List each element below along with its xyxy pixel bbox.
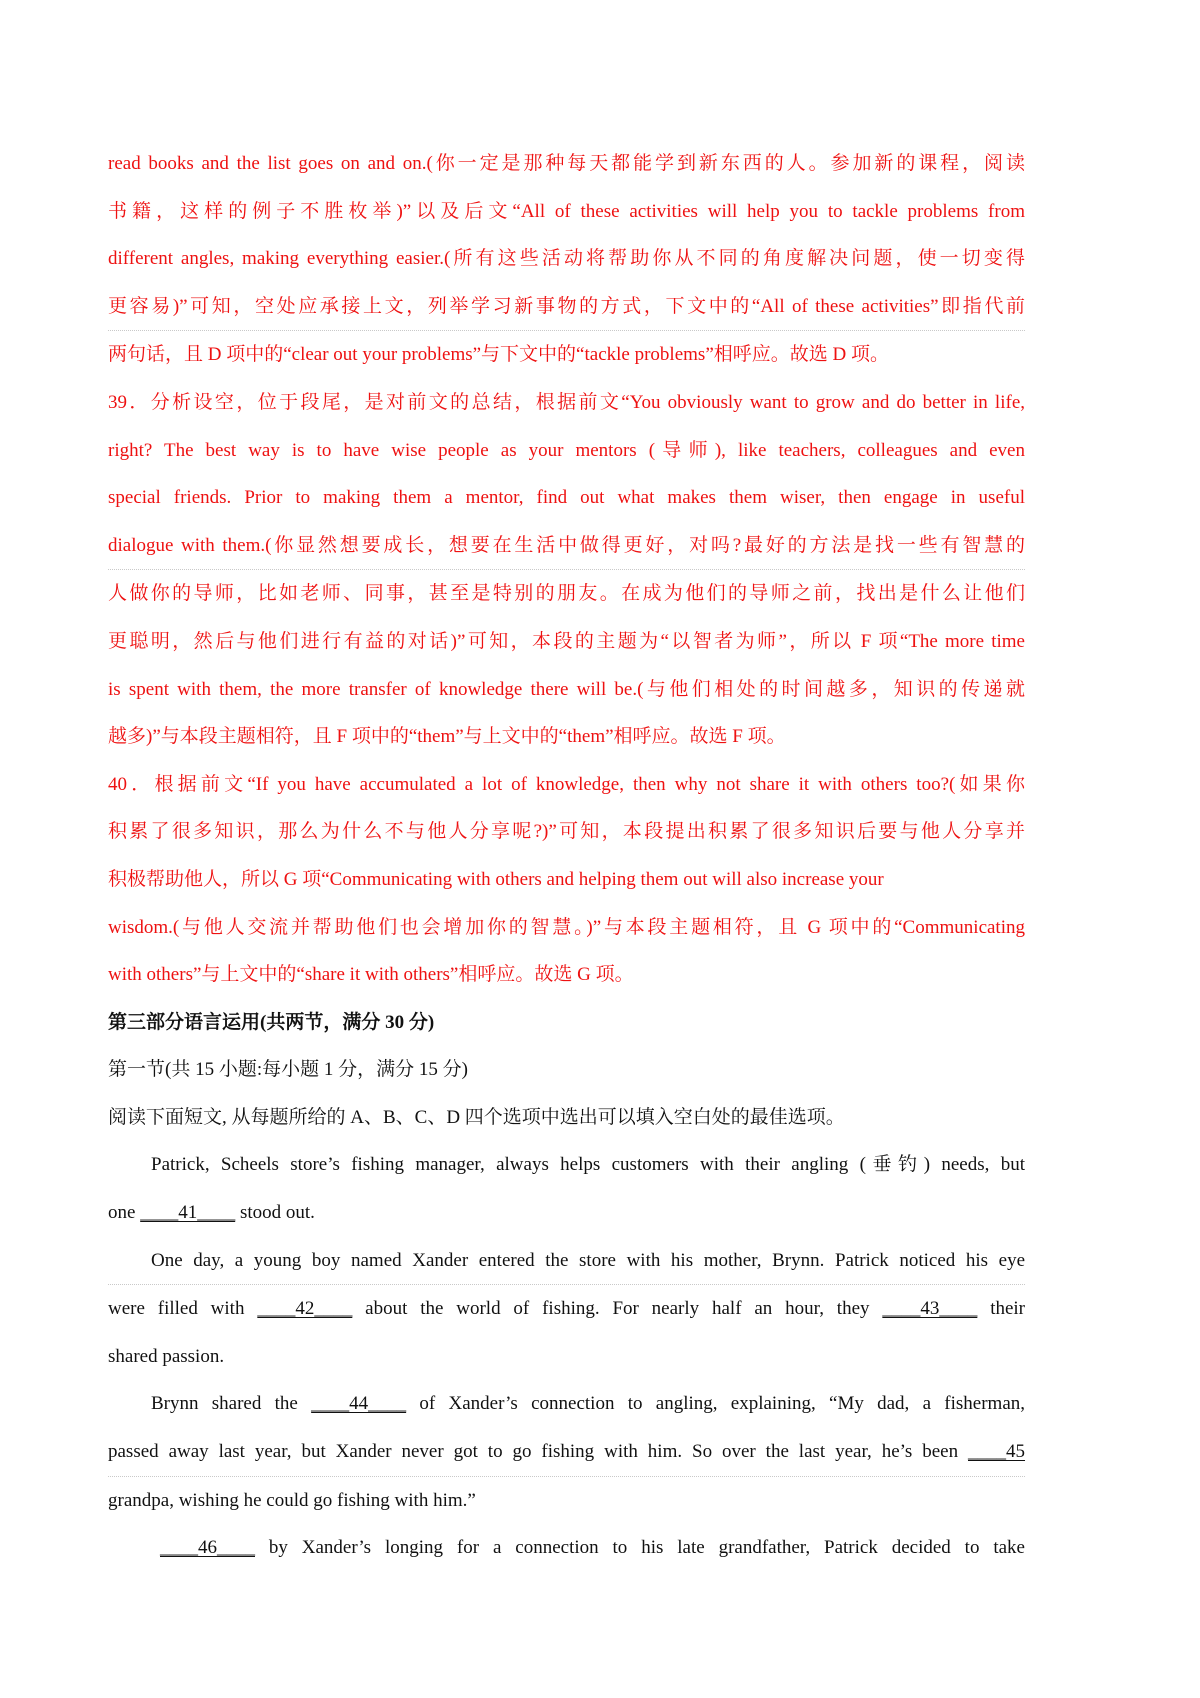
passage-text: one — [108, 1202, 136, 1224]
passage-p4-line-1 — [108, 1524, 1025, 1572]
passage-p3-line-3: grandpa, wishing he could go fishing with him.” — [108, 1489, 476, 1511]
answer-40-line-3: 积极帮助他人，所以 G 项“Communicating with others and helping them out will also increase your — [108, 868, 884, 890]
section-title: 第三部分语言运用(共两节，满分 30 分) — [108, 1011, 435, 1033]
answer-38-line-4: 更容易)”可知，空处应承接上文，列举学习新事物的方式，下文中的“All of these activities”即指代前 — [108, 283, 1025, 332]
section-subtitle: 第一节(共 15 小题:每小题 1 分，满分 15 分) — [108, 1059, 468, 1081]
passage-text: were filled with — [108, 1298, 245, 1320]
document-page — [108, 140, 1025, 1572]
blank-45: ____45 — [968, 1441, 1026, 1463]
passage-p3-line-1 — [108, 1380, 1025, 1428]
passage-p2-line-3: shared passion. — [108, 1345, 225, 1367]
passage-p3-line-2 — [108, 1428, 1025, 1477]
answer-38-line-3: different angles, making everything easier.(所有这些活动将帮助你从不同的角度解决问题，使一切变得 — [108, 248, 1025, 270]
answer-39-line-1: 39．分析设空，位于段尾，是对前文的总结，根据前文“You obviously want to grow and do better in life, — [108, 391, 1025, 413]
passage-text: passed away last year, but Xander never got to go fishing with him. So over the last year, he’s been — [108, 1441, 959, 1463]
passage-p1-line-2 — [108, 1189, 1025, 1237]
answer-38-line-1: read books and the list goes on and on.(你一定是那种每天都能学到新东西的人。参加新的课程，阅读 — [108, 153, 1025, 174]
blank-43: ____43____ — [882, 1298, 978, 1320]
answer-40-line-2: 积累了很多知识，那么为什么不与他人分享呢?)”可知，本段提出积累了很多知识后要与他人分享并 — [108, 821, 1025, 843]
passage-text: of Xander’s connection to angling, explaining, “My dad, a fisherman, — [419, 1393, 1026, 1415]
answer-39-line-3: special friends. Prior to making them a mentor, find out what makes them wiser, then engage in useful — [108, 487, 1025, 509]
blank-41: ____41____ — [140, 1202, 236, 1224]
passage-p2-line-2 — [108, 1285, 1025, 1333]
blank-42: ____42____ — [257, 1298, 353, 1320]
answer-39-line-4: dialogue with them.(你显然想要成长，想要在生活中做得更好，对吗?最好的方法是找一些有智慧的 — [108, 522, 1025, 571]
answer-39-line-8: 越多)”与本段主题相符，且 F 项中的“them”与上文中的“them”相呼应。故选 F 项。 — [108, 726, 786, 748]
answer-39-line-7: is spent with them, the more transfer of knowledge there will be.(与他们相处的时间越多，知识的传递就 — [108, 678, 1025, 700]
answer-40-line-5: with others”与上文中的“share it with others”相呼应。故选 G 项。 — [108, 964, 634, 986]
passage-text: stood out. — [239, 1202, 315, 1224]
passage-p2-line-1: One day, a young boy named Xander entered the store with his mother, Brynn. Patrick noticed his eye — [108, 1237, 1025, 1286]
answer-38-line-5: 两句话，且 D 项中的“clear out your problems”与下文中的“tackle problems”相呼应。故选 D 项。 — [108, 344, 889, 366]
passage-text: by Xander’s longing for a connection to his late grandfather, Patrick decided to take — [268, 1537, 1025, 1559]
answer-40-line-1: 40．根据前文“If you have accumulated a lot of knowledge, then why not share it with others too?(如果你 — [108, 773, 1025, 795]
passage-text: Brynn shared the — [151, 1393, 298, 1415]
answer-39-line-2: right? The best way is to have wise people as your mentors (导师), like teachers, colleagues and even — [108, 439, 1025, 461]
answer-38-line-2: 书籍，这样的例子不胜枚举)”以及后文“All of these activities will help you to tackle problems from — [108, 200, 1025, 222]
section-instruction: 阅读下面短文, 从每题所给的 A、B、C、D 四个选项中选出可以填入空白处的最佳选项。 — [108, 1106, 845, 1128]
blank-44: ____44____ — [311, 1393, 407, 1415]
passage-text: about the world of fishing. For nearly half an hour, they — [365, 1298, 870, 1320]
answer-39-line-6: 更聪明，然后与他们进行有益的对话)”可知，本段的主题为“以智者为师”，所以 F 项“The more time — [108, 630, 1025, 652]
blank-46: ____46____ — [160, 1537, 255, 1559]
answer-40-line-4: wisdom.(与他人交流并帮助他们也会增加你的智慧。)”与本段主题相符，且 G 项中的“Communicating — [108, 916, 1025, 938]
answer-39-line-5: 人做你的导师，比如老师、同事，甚至是特别的朋友。在成为他们的导师之前，找出是什么让他们 — [108, 583, 1025, 605]
passage-text: their — [990, 1298, 1026, 1320]
passage-p1-line-1: Patrick, Scheels store’s fishing manager, always helps customers with their angling (垂钓) needs, but — [151, 1154, 1025, 1176]
